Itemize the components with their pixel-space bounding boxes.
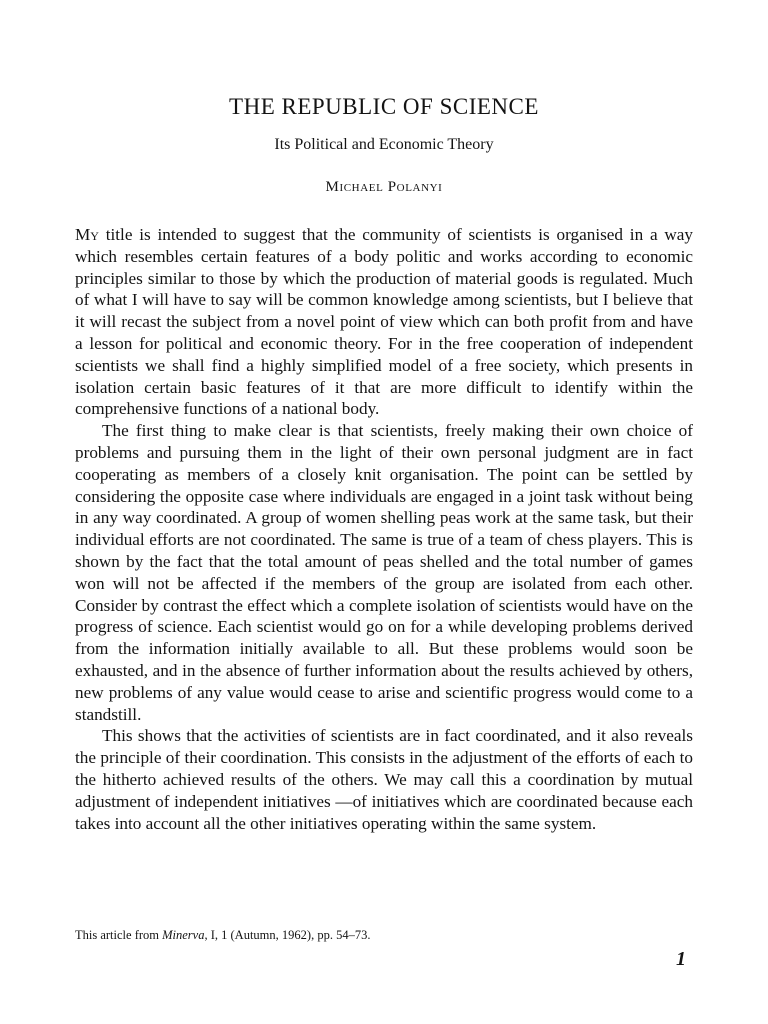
source-footnote: [75, 928, 370, 943]
article-subtitle: Its Political and Economic Theory: [274, 136, 494, 153]
page-number: 1: [676, 948, 686, 970]
footnote-prefix: This article from: [75, 928, 163, 942]
article-title: THE REPUBLIC OF SCIENCE: [229, 94, 539, 119]
author-name: Michael Polanyi: [325, 179, 443, 195]
body-paragraph-1: [75, 224, 693, 420]
paragraph-1-text: title is intended to suggest that the community of scientists is organised in a way which resembles certain features of a body politic and works according to economic principles similar to those by which the production of material goods is regulated. Much of what I will have to say will be common knowledge among scientists, but I believe that it will recast the subject from a novel point of view which can both profit from and have a lesson for political and economic theory. For in the free cooperation of independent scientists we shall find a highly simplified model of a free society, which presents in isolation certain basic features of it that are more difficult to identify within the comprehensive functions of a national body.: [75, 225, 693, 419]
footnote-journal: Minerva: [162, 928, 205, 942]
article-body: [75, 224, 693, 834]
body-paragraph-2: The first thing to make clear is that scientists, freely making their own choice of problems and pursuing them in the light of their own personal judgment are in fact cooperating as members of a closely knit organisation. The point can be settled by considering the opposite case where individuals are engaged in a joint task without being in any way coordinated. A group of women shelling peas work at the same task, but their individual efforts are not coordinated. The same is true of a team of chess players. This is shown by the fact that the total amount of peas shelled and the total number of games won will not be affected if the members of the group are isolated from each other. Consider by contrast the effect which a complete isolation of scientists would have on the progress of science. Each scientist would go on for a while developing problems derived from the information initially available to all. But these problems would soon be exhausted, and in the absence of further information about the results achieved by others, new problems of any value would cease to arise and scientific progress would come to a standstill.: [75, 421, 693, 724]
body-paragraph-3: This shows that the activities of scientists are in fact coordinated, and it also reveals the principle of their coordination. This consists in the adjustment of the efforts of each to the hitherto achieved results of the others. We may call this a coordination by mutual adjustment of independent initiatives —of initiatives which are coordinated because each takes into account all the other initiatives operating within the same system.: [75, 726, 693, 833]
lead-word: My: [75, 225, 99, 244]
footnote-suffix: , I, 1 (Autumn, 1962), pp. 54–73.: [204, 928, 371, 942]
